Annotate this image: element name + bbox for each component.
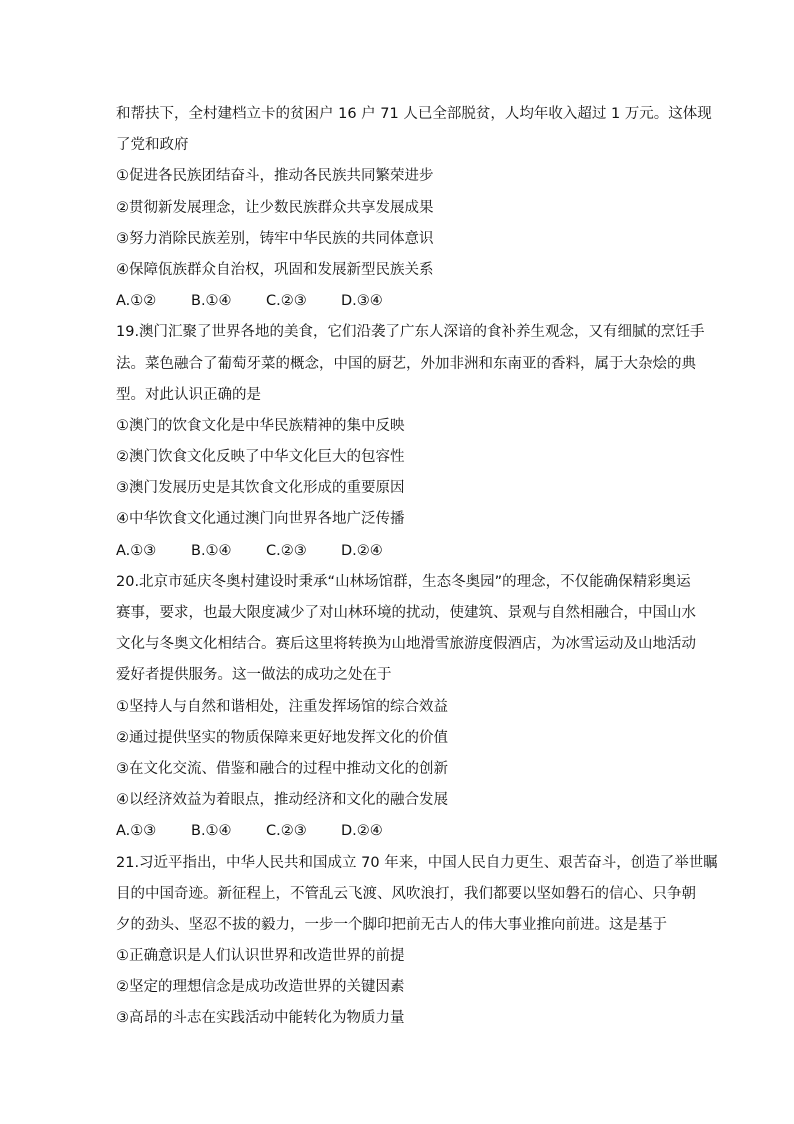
question-18-option-c: C.②③ — [266, 293, 307, 310]
question-20 — [116, 567, 696, 848]
question-19-statement-2: ②澳门饮食文化反映了中华文化巨大的包容性 — [116, 449, 405, 466]
question-20-option-c: C.②③ — [266, 823, 307, 840]
question-18-stem-line-1: 和帮扶下，全村建档立卡的贫困户 16 户 71 人已全部脱贫，人均年收入超过 1 万元。这体现 — [116, 106, 712, 122]
question-18-options — [116, 286, 686, 317]
question-21-stem-line-3: 夕的劲头、坚忍不拔的毅力，一步一个脚印把前无古人的伟大事业推向前进。这是基于 — [116, 916, 667, 933]
question-21-statement-1: ①正确意识是人们认识世界和改造世界的前提 — [116, 948, 405, 965]
question-18-statement-3: ③努力消除民族差别，铸牢中华民族的共同体意识 — [116, 230, 434, 247]
question-20-stem-line-2: 赛事，要求，也最大限度减少了对山林环境的扰动，使建筑、景观与自然相融合，中国山水 — [116, 605, 696, 621]
question-20-stem-line-1: 20.北京市延庆冬奥村建设时秉承“山林场馆群，生态冬奥园”的理念，不仅能确保精彩奥运 — [116, 573, 691, 590]
question-19-stem-line-2: 法。菜色融合了葡萄牙菜的概念，中国的厨艺，外加非洲和东南亚的香料，属于大杂烩的典 — [116, 355, 696, 372]
question-19 — [116, 317, 705, 567]
question-20-option-d: D.②④ — [341, 823, 383, 840]
question-18-statement-4: ④保障佤族群众自治权，巩固和发展新型民族关系 — [116, 261, 434, 278]
question-20-options — [116, 816, 686, 847]
question-19-statement-4: ④中华饮食文化通过澳门向世界各地广泛传播 — [116, 511, 405, 528]
question-21-stem-line-1: 21.习近平指出，中华人民共和国成立 70 年来，中国人民自力更生、艰苦奋斗，创造了举世瞩 — [116, 854, 718, 871]
question-19-statement-3: ③澳门发展历史是其饮食文化形成的重要原因 — [116, 480, 405, 497]
question-20-option-b: B.①④ — [191, 823, 232, 840]
question-19-option-d: D.②④ — [341, 542, 383, 559]
question-20-stem-line-3: 文化与冬奥文化相结合。赛后这里将转换为山地滑雪旅游度假酒店，为冰雪运动及山地活动 — [116, 636, 696, 653]
question-20-statement-2: ②通过提供坚实的物质保障来更好地发挥文化的价值 — [116, 729, 448, 746]
question-19-statement-1: ①澳门的饮食文化是中华民族精神的集中反映 — [116, 417, 405, 434]
question-19-stem-line-3: 型。对此认识正确的是 — [116, 386, 261, 403]
question-21-statement-3: ③高昂的斗志在实践活动中能转化为物质力量 — [116, 1010, 405, 1027]
question-20-option-a: A.①③ — [116, 823, 157, 840]
question-18-option-d: D.③④ — [341, 293, 383, 310]
question-21 — [116, 848, 718, 1035]
question-20-stem-line-4: 爱好者提供服务。这一做法的成功之处在于 — [116, 667, 392, 684]
question-21-statement-2: ②坚定的理想信念是成功改造世界的关键因素 — [116, 979, 405, 996]
question-19-stem-line-1: 19.澳门汇聚了世界各地的美食，它们沿袭了广东人深谙的食补养生观念，又有细腻的烹饪手 — [116, 324, 705, 341]
question-18-option-b: B.①④ — [191, 293, 232, 310]
question-18-statement-1: ①促进各民族团结奋斗，推动各民族共同繁荣进步 — [116, 168, 434, 185]
question-19-option-b: B.①④ — [191, 542, 232, 559]
question-19-option-a: A.①③ — [116, 542, 157, 559]
question-18 — [116, 99, 712, 317]
question-20-statement-3: ③在文化交流、借鉴和融合的过程中推动文化的创新 — [116, 760, 448, 777]
question-18-statement-2: ②贯彻新发展理念，让少数民族群众共享发展成果 — [116, 199, 434, 216]
question-18-stem-line-2: 了党和政府 — [116, 137, 189, 154]
question-18-option-a: A.①② — [116, 293, 157, 310]
question-19-options — [116, 536, 686, 567]
question-21-stem-line-2: 目的中国奇迹。新征程上，不管乱云飞渡、风吹浪打，我们都要以坚如磐石的信心、只争朝 — [116, 885, 696, 902]
question-20-statement-1: ①坚持人与自然和谐相处，注重发挥场馆的综合效益 — [116, 698, 448, 715]
page-content — [116, 99, 718, 1035]
question-19-option-c: C.②③ — [266, 542, 307, 559]
question-20-statement-4: ④以经济效益为着眼点，推动经济和文化的融合发展 — [116, 792, 448, 809]
